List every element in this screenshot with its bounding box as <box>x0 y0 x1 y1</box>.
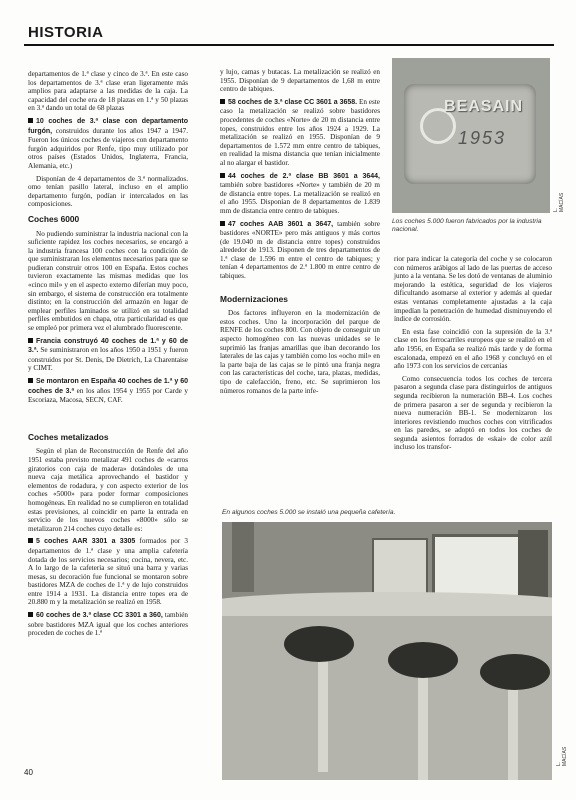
plate-text: BEASAIN <box>444 98 524 115</box>
section-heading: Modernizaciones <box>220 293 288 304</box>
bullet-square-icon <box>28 118 33 123</box>
bullet-heading: 5 coches AAR 3301 a 3305 <box>36 538 136 546</box>
section-heading: Coches metalizados <box>28 431 109 442</box>
bullet-text: también sobre bastidores MZA igual que los coches anteriores proceden de coches de 1.ª <box>28 611 188 638</box>
bullet-paragraph <box>220 172 380 216</box>
bullet-text: En este caso la metalización se realizó sobre bastidores procedentes de coches «Norte» de 20 m distancia entre topes, construidos entre los años 1924 a 1929. La metalización se realizó en 1955. Disponían de 9 departamentos de 1.572 mm entre centro de tabiques, en realidad la misma distancia que tenían inicialmente al no alargar el bastidor. <box>220 97 380 167</box>
bullet-paragraph <box>28 377 188 405</box>
paragraph: En esta fase coincidió con la supresión de la 3.ª clase en los ferrocarriles europeos que se realizó en el año 1956, en España se realizó más tarde y de forma escalonada, empezó en el año 1968 y concluyó en el año 1973 con los servicios de cercanías <box>394 327 552 371</box>
stool-post <box>318 652 328 772</box>
bullet-paragraph <box>220 220 380 281</box>
column-3 <box>394 255 552 456</box>
bullet-paragraph <box>28 537 188 607</box>
section-header <box>24 22 554 46</box>
cafeteria-photo <box>222 522 552 780</box>
bar-counter <box>222 592 552 616</box>
bullet-square-icon <box>220 221 225 226</box>
bullet-text: también sobre bastidores «NORTE» pero más antiguos y más cortos (de 19.040 m de distancia entre topes) construidos alrededor de 1913. Disponen de tres departamentos de 1.ª clase de 1.596 m entre el centro de tabiques; y tenían 4 departamentos de 2.ª 1.800 m entre centro de tabiques. <box>220 219 380 281</box>
bar-panel <box>222 614 552 780</box>
photo-credit: L. MACÍAS <box>556 746 568 766</box>
stool-post <box>418 662 428 780</box>
bullet-paragraph <box>220 98 380 168</box>
section-heading: Coches 6000 <box>28 213 80 224</box>
builder-plate <box>404 84 536 184</box>
beasain-plate-photo <box>392 58 550 213</box>
bar-stool <box>388 642 458 678</box>
paragraph: departamentos de 1.ª clase y cinco de 3.ª. En este caso los departamentos de 3.ª clase eran ligeramente más amplios para adaptarse a las medidas de la caja. La capacidad del coche era de 18 plazas en 1.ª y 50 plazas en 3.ª dando un total de 68 plazas <box>28 70 188 113</box>
plate-year: 1953 <box>458 128 507 148</box>
bullet-square-icon <box>28 378 33 383</box>
paragraph: Disponían de 4 departamentos de 3.ª normalizados. omo tenían pasillo lateral, incluso en el amplio departamento furgón, podían ir intercalados en las composiciones. <box>28 174 188 209</box>
photo-credit: L. MACÍAS <box>553 192 565 212</box>
bar-stool <box>480 654 550 690</box>
section-title: HISTORIA <box>28 24 104 41</box>
bullet-heading: 10 coches de 3.ª clase con departamento furgón, <box>28 117 188 135</box>
bullet-paragraph <box>28 117 188 171</box>
bullet-heading: Se montaron en España 40 coches de 1.ª y 60 coches de 3.ª <box>28 378 188 395</box>
bullet-heading: 47 coches AAB 3601 a 3647, <box>228 220 334 228</box>
bullet-text: también sobre bastidores «Norte» y también de 20 m de distancia entre topes. La metalización se realizó en el año 1955. Disponían de 8 departamentos de 1.839 mm de distancia entre centro de tabiques. <box>220 181 380 215</box>
paragraph: rior para indicar la categoría del coche y se colocaron con números arábigos al lado de las puertas de acceso junto a la ventana. Se les dotó de ventanas de aluminio mejorando la estética, seguridad de los viajeros dificultando asomarse al exterior y además al quedar estas ventanas completamente ajustadas a la caja impedían la penetración de humedad disminuyendo el índice de corrosión. <box>394 255 552 324</box>
bullet-text: en los años 1954 y 1955 por Carde y Escoriaza, Macosa, SECN, CAF. <box>28 386 188 405</box>
column-1 <box>28 70 188 642</box>
bullet-paragraph <box>28 611 188 638</box>
paragraph: Dos factores influyeron en la modernización de estos coches. Uno la incorporación del parque de RENFE de los coches 800. Con objeto de conseguir un aspecto homogéneo con las nuevas unidades se le suprimió las franjas amarillas que iban decorando los laterales de las cajas y también como los «ocho mil» en la parte baja de las cajas se le pintó una franja negra con las características del coche, tara, plazas, medidas, tipo de calefacción, freno, etc. Se suprimieron los números romanos de la parte infe- <box>220 309 380 395</box>
bullet-square-icon <box>28 338 33 343</box>
bullet-heading: Francia construyó 40 coches de 1.ª y 60 de 3.ª. <box>28 337 188 355</box>
paragraph: y lujo, camas y butacas. La metalización se realizó en 1955. Disponían de 9 departamentos de 1,68 m entre centro de tabiques. <box>220 68 380 94</box>
photo-caption: Los coches 5.000 fueron fabricados por la industria nacional. <box>392 218 542 233</box>
bar-stool <box>284 626 354 662</box>
bullet-text: formados por 3 departamentos de 1.ª clase y una amplia cafetería dotada de los servicios necesarios; cocina, nevera, etc. A lo largo de la cafetería se situó una barra y varias mesas, su decoración fue funcional se montaron sobre bastidores MZA de coches de 1.ª y de lujo construidos entre 1914 a 1931. La distancia entre topes era de 20.880 m y la metalización se realizó en 1958. <box>28 537 188 607</box>
column-2 <box>220 68 380 399</box>
bullet-paragraph <box>28 337 188 373</box>
bullet-square-icon <box>220 173 225 178</box>
bullet-text: construidos durante los años 1947 a 1947. Fueron los únicos coches de viajeros con departamento furgón adquiridos por Renfe, tipo muy utilizado por otros países (Estados Unidos, Inglaterra, Francia, Alemania, etc.) <box>28 126 188 170</box>
paragraph: Según el plan de Reconstrucción de Renfe del año 1951 estaba previsto metalizar 491 coches de «carros giratorios con caja de madera» dotándoles de una nueva caja metálica aprovechando el bastidor y elementos de rodadura, y con aspecto exterior de los coches «5000» para poder formar composiciones homogéneas. En realidad no se cumplieron en totalidad estas previsiones, al coincidir en parte la entrada en servicio de los nuevos coches «8000» sólo se metalizaron 214 coches cuyo detalle es: <box>28 447 188 533</box>
paragraph: Como consecuencia todos los coches de tercera pasaron a segunda clase para distinguirlos de antiguos segunda recibieron la numeración BB-4. Los coches de primera pasaron a ser de segunda y recibieron la nueva numeración BB-1. Se modernizaron los interiores revistiendo muchos coches con vitrificados en las paredes, se adoptó en todos los coches de segunda asientos forrados de «skai» de color azúl incluso los transfor- <box>394 374 552 452</box>
page-number: 40 <box>24 768 33 777</box>
bullet-square-icon <box>28 538 33 543</box>
bullet-square-icon <box>28 612 33 617</box>
bullet-heading: 44 coches de 2.ª clase BB 3601 a 3644, <box>228 172 380 180</box>
bullet-heading: 58 coches de 3.ª clase CC 3601 a 3658. <box>228 98 358 106</box>
bullet-square-icon <box>220 99 225 104</box>
wall-pillar <box>232 522 254 592</box>
bullet-text: Se suministraron en los años 1950 a 1951 y fueron construidos por St. Denis, De Dietrich, La Charentaise y CIMT. <box>28 346 188 373</box>
paragraph: No pudiendo suministrar la industria nacional con la suficiente rapidez los coches necesarios, se encargó a la industria francesa 100 coches con la condición de que suministraran los elementos necesarios para que se pudieran construir otros 100 en España. Estos coches tuvieron exactamente las mismas medidas que los «cinco mil» y en el aspecto externo diferían muy poco, sin embargo, el sistema de construcción era totalmente distinto; en la construcción del armazón en lugar de emplear perfiles laminados se utilizó en su totalidad perfiles embutidos en chapa, otra particularidad es que se empleó por primera vez el alumbrado fluorescente. <box>28 229 188 333</box>
photo-caption: En algunos coches 5.000 se instaló una pequeña cafetería. <box>222 509 396 516</box>
bullet-heading: 60 coches de 3.ª clase CC 3301 a 360, <box>36 612 163 620</box>
